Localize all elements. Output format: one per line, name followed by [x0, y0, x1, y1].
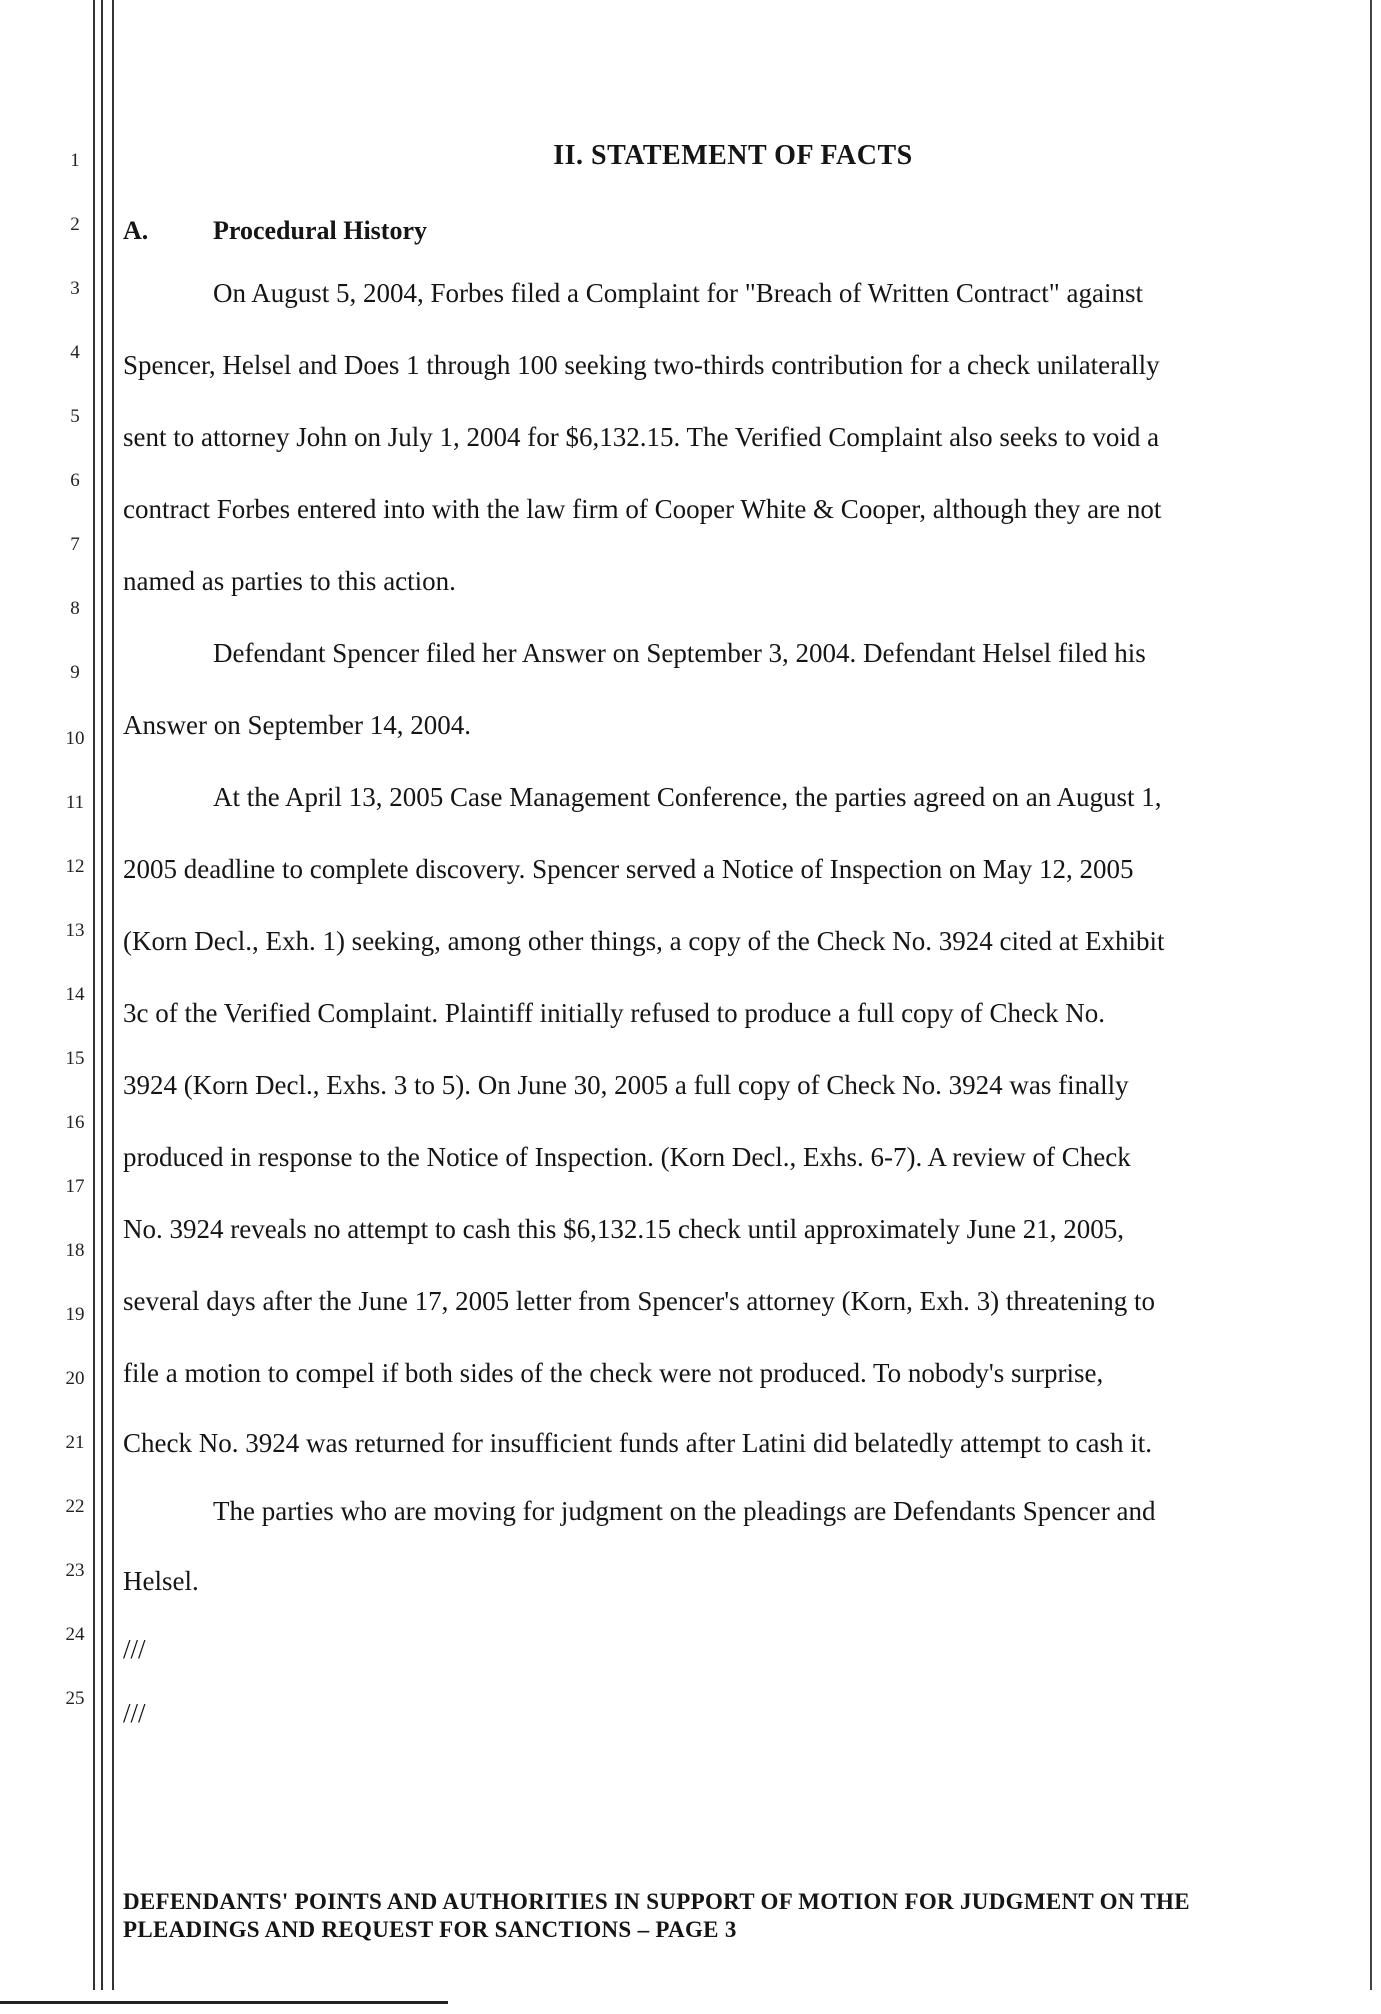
- bottom-scan-line: [0, 2001, 448, 2004]
- text-line: 3924 (Korn Decl., Exhs. 3 to 5). On June 30, 2005 a full copy of Check No. 3924 was finally: [123, 1070, 1129, 1100]
- text-line: Check No. 3924 was returned for insufficient funds after Latini did belatedly attempt to cash it.: [123, 1428, 1152, 1458]
- page-footer: [123, 1888, 1343, 1944]
- line-number: 24: [65, 1624, 85, 1645]
- text-line: ///: [123, 1698, 146, 1728]
- line-number: 15: [65, 1048, 85, 1069]
- right-margin-rule: [1370, 0, 1372, 1990]
- footer-line: PLEADINGS AND REQUEST FOR SANCTIONS – PAGE 3: [123, 1917, 737, 1942]
- text-line: ///: [123, 1634, 146, 1664]
- text-line: several days after the June 17, 2005 letter from Spencer's attorney (Korn, Exh. 3) threatening to: [123, 1286, 1156, 1316]
- text-line: named as parties to this action.: [123, 566, 456, 596]
- text-line: Answer on September 14, 2004.: [123, 710, 471, 740]
- line-number: 5: [70, 406, 80, 427]
- line-number: 11: [65, 792, 85, 813]
- line-number: 21: [65, 1432, 85, 1453]
- line-number: 10: [65, 728, 85, 749]
- line-number: 3: [70, 278, 80, 299]
- line-number: 4: [70, 342, 80, 363]
- line-number: 19: [65, 1304, 85, 1325]
- line-number: 14: [65, 984, 85, 1005]
- line-number: 2: [70, 214, 80, 235]
- subsection-title: Procedural History: [213, 216, 427, 245]
- text-line: (Korn Decl., Exh. 1) seeking, among other things, a copy of the Check No. 3924 cited at Exhibit: [123, 926, 1165, 956]
- line-number: 22: [65, 1496, 85, 1517]
- line-number: 23: [65, 1560, 85, 1581]
- line-number: 25: [65, 1688, 85, 1709]
- line-number: 20: [65, 1368, 85, 1389]
- line-number: 6: [70, 470, 80, 491]
- text-line: file a motion to compel if both sides of the check were not produced. To nobody's surprise,: [123, 1358, 1104, 1388]
- text-line: contract Forbes entered into with the law firm of Cooper White & Cooper, although they are not: [123, 494, 1162, 524]
- subsection-letter: A.: [123, 216, 149, 245]
- subsection-heading: [123, 216, 427, 246]
- line-number: 18: [65, 1240, 85, 1261]
- line-number: 9: [70, 662, 80, 683]
- text-line: Spencer, Helsel and Does 1 through 100 seeking two-thirds contribution for a check unilaterally: [123, 350, 1160, 380]
- line-number: 16: [65, 1112, 85, 1133]
- section-heading: II. STATEMENT OF FACTS: [553, 140, 913, 171]
- text-line: 3c of the Verified Complaint. Plaintiff initially refused to produce a full copy of Check No.: [123, 998, 1106, 1028]
- line-number: 8: [70, 598, 80, 619]
- text-line: produced in response to the Notice of Inspection. (Korn Decl., Exhs. 6-7). A review of Check: [123, 1142, 1131, 1172]
- text-line: 2005 deadline to complete discovery. Spencer served a Notice of Inspection on May 12, 2005: [123, 854, 1134, 884]
- left-margin-rule: [93, 0, 95, 1990]
- line-number: 13: [65, 920, 85, 941]
- text-line: The parties who are moving for judgment on the pleadings are Defendants Spencer and: [213, 1496, 1156, 1526]
- text-line: Helsel.: [123, 1566, 199, 1596]
- line-number: 1: [70, 150, 80, 171]
- left-margin-rule: [101, 0, 103, 1990]
- text-line: No. 3924 reveals no attempt to cash this $6,132.15 check until approximately June 21, 2005,: [123, 1214, 1125, 1244]
- text-line: On August 5, 2004, Forbes filed a Complaint for "Breach of Written Contract" against: [213, 278, 1144, 308]
- line-number: 12: [65, 856, 85, 877]
- text-line: Defendant Spencer filed her Answer on September 3, 2004. Defendant Helsel filed his: [213, 638, 1146, 668]
- line-number: 17: [65, 1176, 85, 1197]
- footer-line: DEFENDANTS' POINTS AND AUTHORITIES IN SUPPORT OF MOTION FOR JUDGMENT ON THE: [123, 1889, 1190, 1914]
- left-margin-rule: [112, 0, 114, 1990]
- text-line: sent to attorney John on July 1, 2004 for $6,132.15. The Verified Complaint also seeks to void a: [123, 422, 1160, 452]
- text-line: At the April 13, 2005 Case Management Conference, the parties agreed on an August 1,: [213, 782, 1162, 812]
- line-number: 7: [70, 534, 80, 555]
